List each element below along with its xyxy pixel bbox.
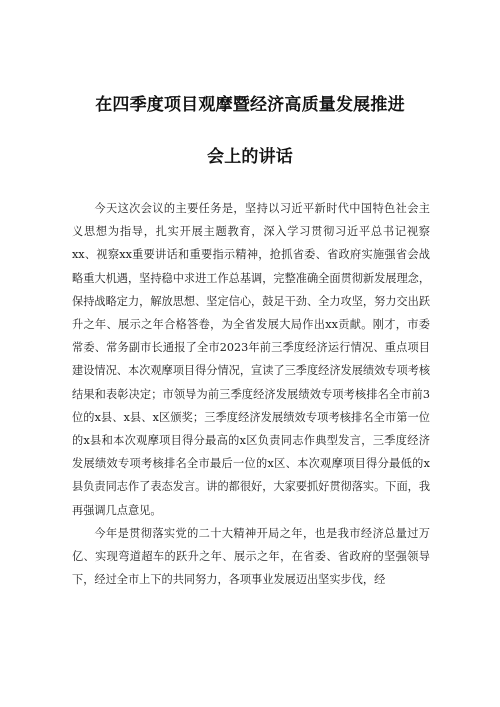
paragraph-1: 今天这次会议的主要任务是，坚持以习近平新时代中国特色社会主义思想为指导，扎实开展主题教育，深入学习贯彻习近平总书记视察xx、视察xx重要讲话和重要指示精神，抢抓省委、省政府实施强省会战略重大机遇，坚持稳中求进工作总基调，完整准确全面贯彻新发展理念，保持战略定力，解放思想、坚定信心，鼓足干劲、全力攻坚，努力交出跃升之年、展示之年合格答卷，为全省发展大局作出xx贡献。刚才，市委常委、常务副市长通报了全市2023年前三季度经济运行情况、重点项目建设情况、本次观摩项目得分情况，宣读了三季度经济发展绩效专项考核结果和表彰决定；市领导为前三季度经济发展绩效专项考核排名全市前3位的x县、x县、x区颁奖；三季度经济发展绩效专项考核排名全市第一位的x县和本次观摩项目得分最高的x区负责同志作典型发言，三季度经济发展绩效专项考核排名全市最后一位的x区、本次观摩项目得分最低的x县负责同志作了表态发言。讲的都很好，大家要抓好贯彻落实。下面，我再强调几点意见。 bbox=[72, 202, 431, 517]
paragraph-2: 今年是贯彻落实党的二十大精神开局之年，也是我市经济总量过万亿、实现弯道超车的跃升之年、展示之年，在省委、省政府的坚强领导下，经过全市上下的共同努力，各项事业发展迈出坚实步伐，经 bbox=[72, 526, 430, 587]
document-title-line-2: 会上的讲话 bbox=[207, 147, 293, 167]
document-body bbox=[72, 197, 430, 591]
document-title-line-1: 在四季度项目观摩暨经济高质量发展推进 bbox=[95, 95, 405, 115]
